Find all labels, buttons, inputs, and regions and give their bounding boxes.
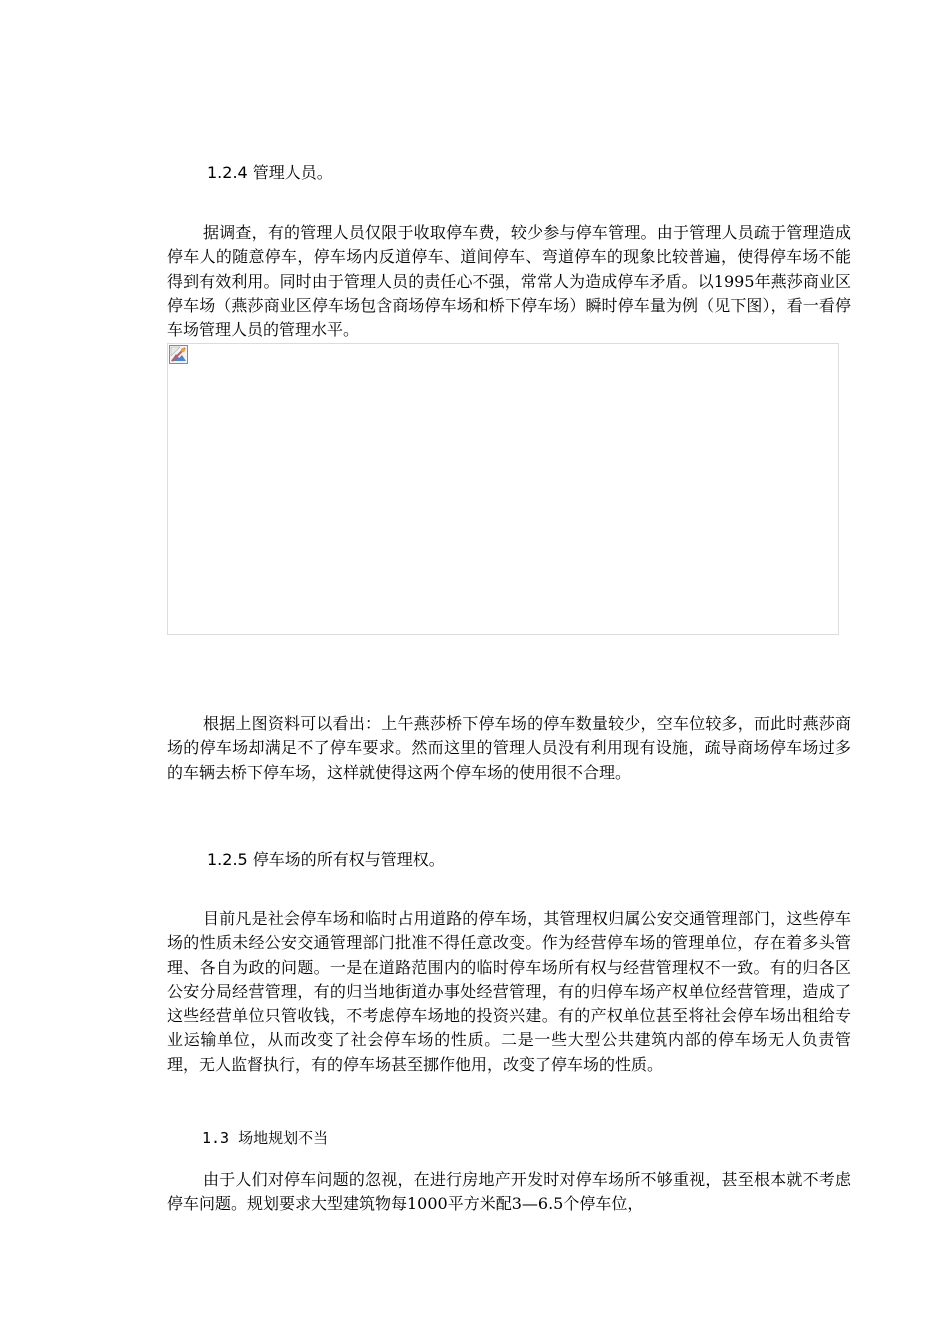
paragraph-ownership: 目前凡是社会停车场和临时占用道路的停车场，其管理权归属公安交通管理部门，这些停车场的性质未经公安交通管理部门批准不得任意改变。作为经营停车场的管理单位，存在着多头管理、各自为政的问题。一是在道路范围内的临时停车场所有权与经营管理权不一致。有的归各区公安分局经营管理，有的归当地街道办事处经营管理，有的归停车场产权单位经营管理，造成了这些经营单位只管收钱，不考虑停车场地的投资兴建。有的产权单位甚至将社会停车场出租给专业运输单位，从而改变了社会停车场的性质。二是一些大型公共建筑内部的停车场无人负责管理，无人监督执行，有的停车场甚至挪作他用，改变了停车场的性质。 [167, 909, 851, 1074]
paragraph-management-staff: 据调查，有的管理人员仅限于收取停车费，较少参与停车管理。由于管理人员疏于管理造成停车人的随意停车，停车场内反道停车、道间停车、弯道停车的现象比较普遍，使得停车场不能得到有效利用。同时由于管理人员的责任心不强，常常人为造成停车矛盾。以1995年燕莎商业区停车场（燕莎商业区停车场包含商场停车场和桥下停车场）瞬时停车量为例（见下图），看一看停车场管理人员的管理水平。 [167, 223, 851, 340]
paragraph-site-planning: 由于人们对停车问题的忽视，在进行房地产开发时对停车场所不够重视，甚至根本就不考虑停车问题。规划要求大型建筑物每1000平方米配3—6.5个停车位， [167, 1170, 851, 1214]
paragraph-analysis: 根据上图资料可以看出：上午燕莎桥下停车场的停车数量较少，空车位较多，而此时燕莎商场的停车场却满足不了停车要求。然而这里的管理人员没有利用现有设施，疏导商场停车场过多的车辆去桥下停车场，这样就使得这两个停车场的使用很不合理。 [167, 714, 851, 782]
section-heading-1-3: 1.3 场地规划不当 [202, 1129, 329, 1147]
broken-image-icon [169, 345, 188, 364]
section-heading-1-2-4: 1.2.4 管理人员。 [207, 163, 333, 182]
figure-placeholder [167, 343, 839, 635]
section-heading-1-2-5: 1.2.5 停车场的所有权与管理权。 [207, 850, 445, 869]
